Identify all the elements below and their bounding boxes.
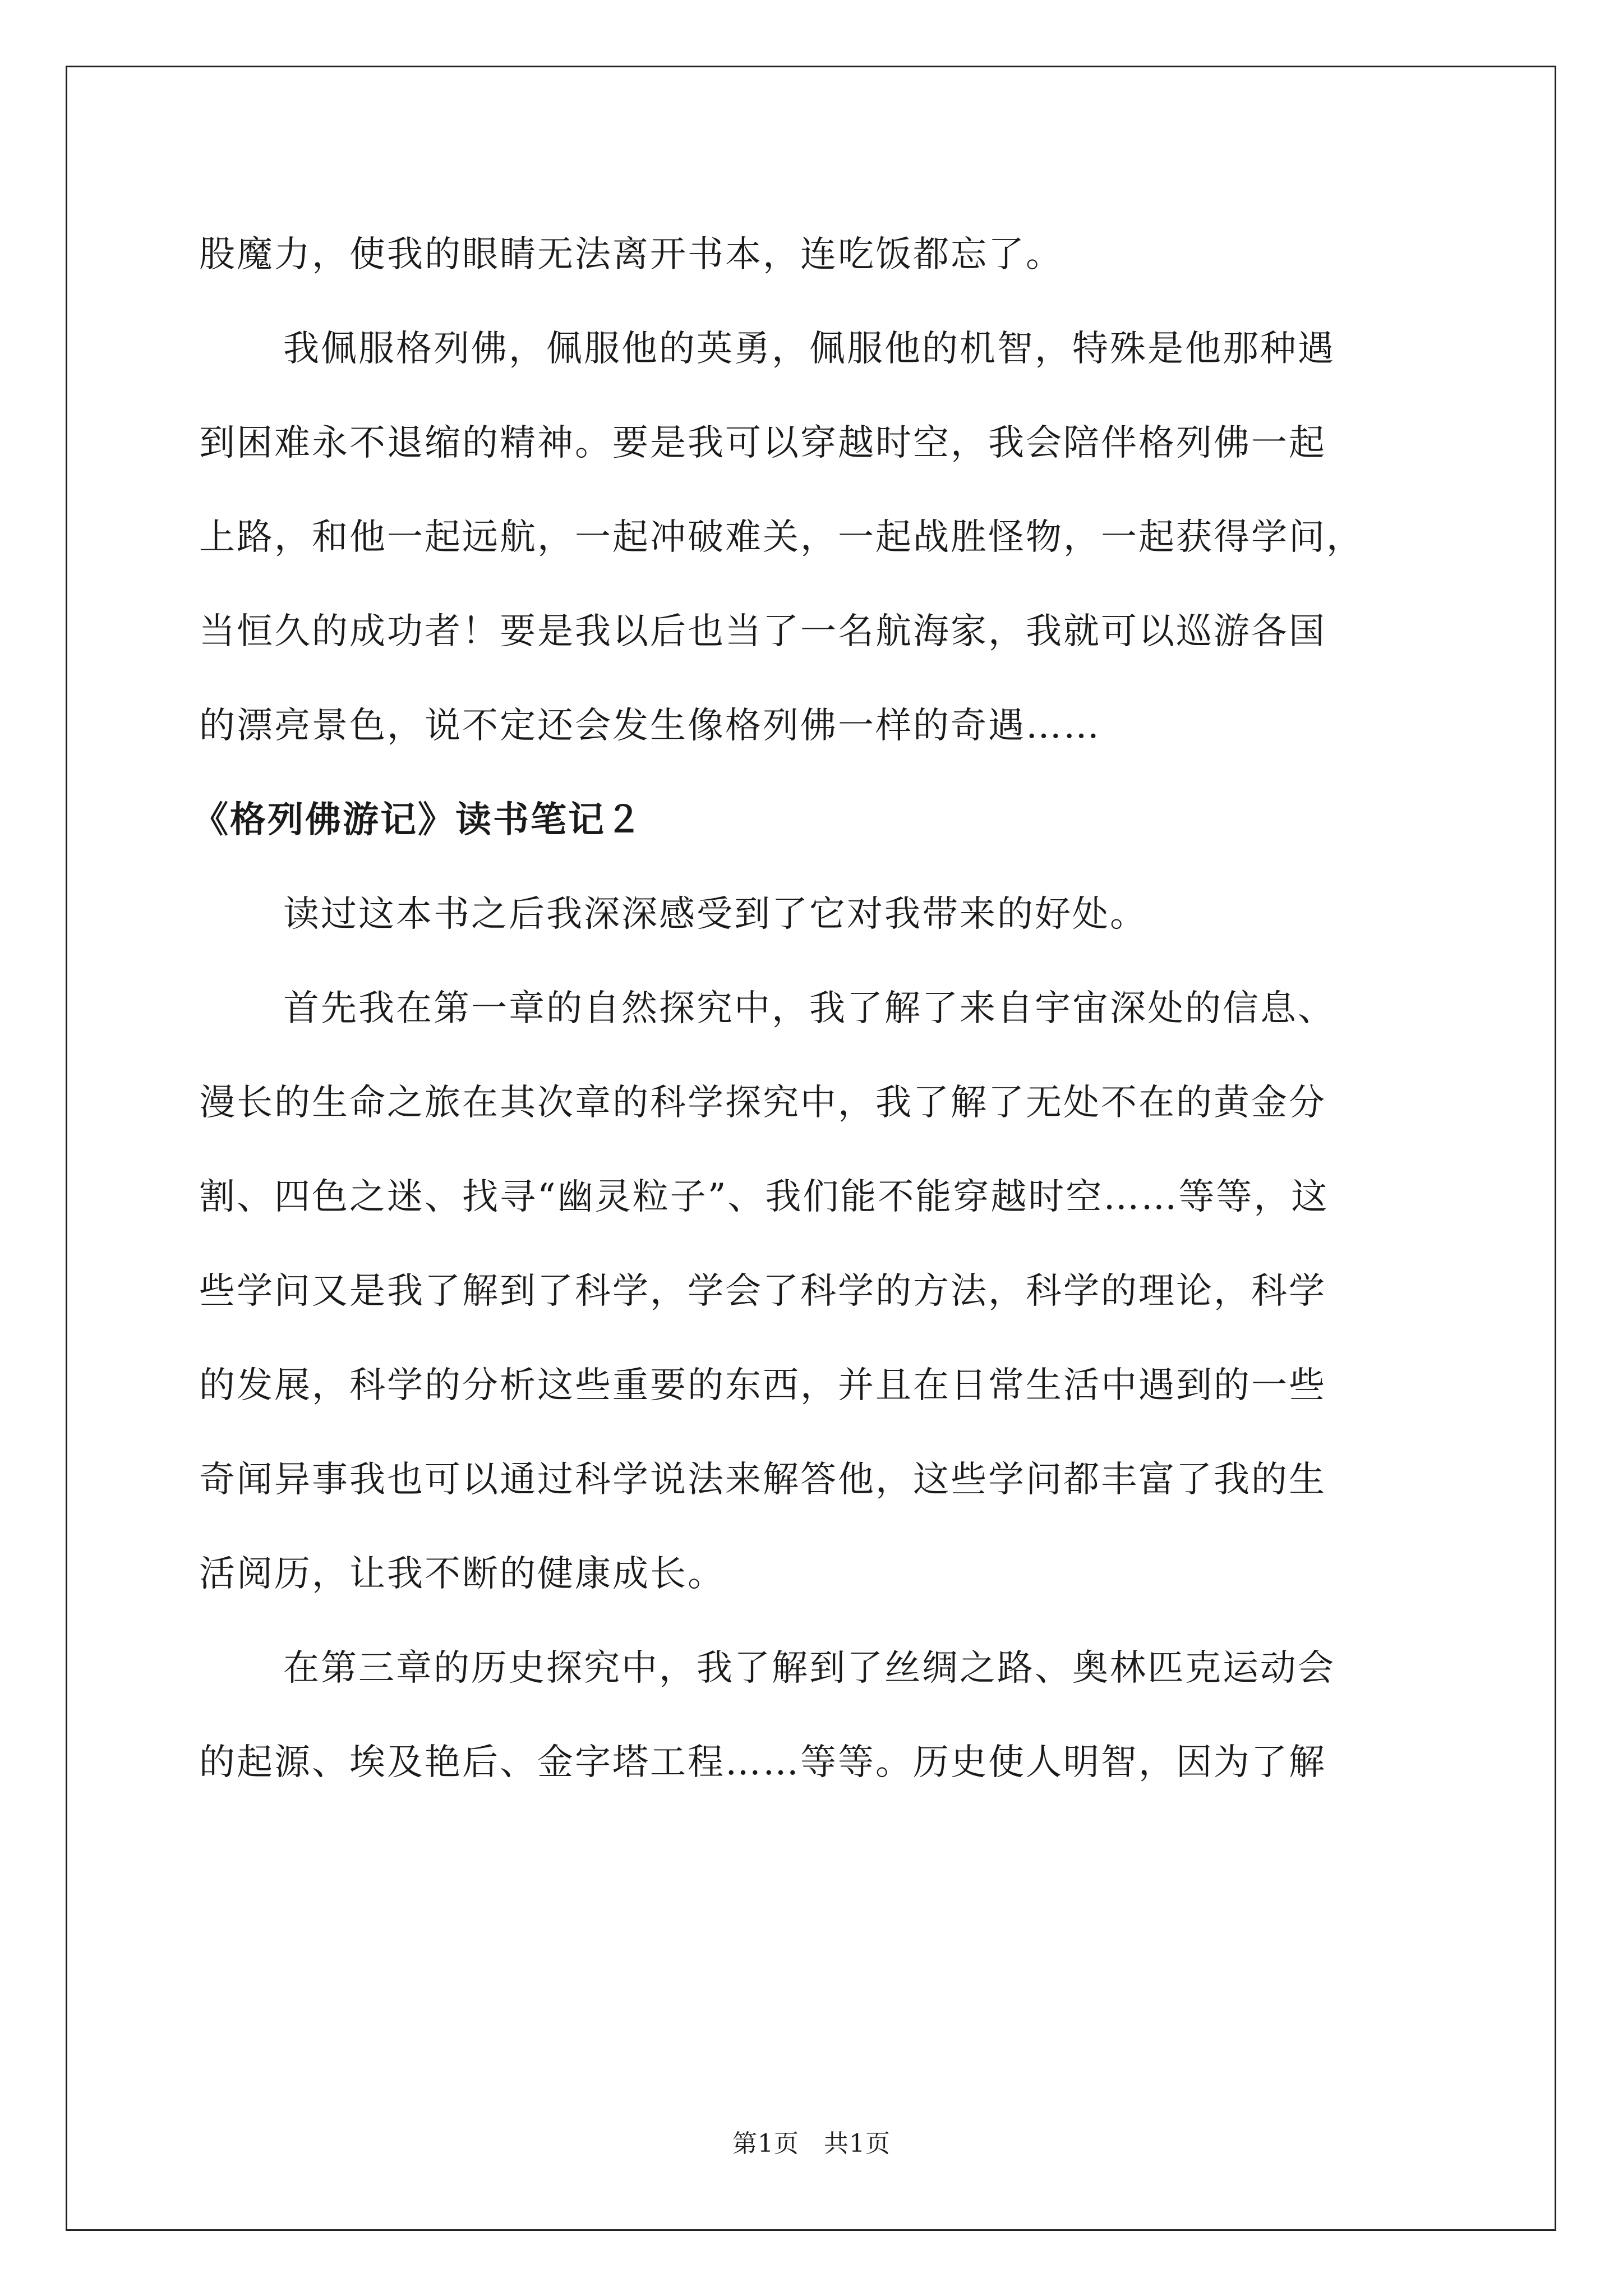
text-line: 读过这本书之后我深深感受到了它对我带来的好处。: [283, 894, 1147, 935]
text-line: 上路，和他一起远航，一起冲破难关，一起战胜怪物，一起获得学问，: [199, 517, 1364, 558]
text-line: 奇闻异事我也可以通过科学说法来解答他，这些学问都丰富了我的生: [199, 1459, 1326, 1501]
text-line: 到困难永不退缩的精神。要是我可以穿越时空，我会陪伴格列佛一起: [199, 422, 1326, 464]
text-line: 在第三章的历史探究中，我了解到了丝绸之路、奥林匹克运动会: [283, 1648, 1335, 1689]
text-line: 漫长的生命之旅在其次章的科学探究中，我了解了无处不在的黄金分: [199, 1082, 1326, 1124]
section-heading: 《格列佛游记》读书笔记２: [192, 799, 643, 841]
text-line: 当恒久的成功者！要是我以后也当了一名航海家，我就可以巡游各国: [199, 611, 1326, 652]
text-line: 首先我在第一章的自然探究中，我了解了来自宇宙深处的信息、: [283, 988, 1335, 1029]
text-line: 我佩服格列佛，佩服他的英勇，佩服他的机智，特殊是他那种遇: [283, 328, 1335, 370]
text-line: 割、四色之迷、找寻“幽灵粒子”、我们能不能穿越时空……等等，这: [199, 1176, 1329, 1218]
text-line: 的发展，科学的分析这些重要的东西，并且在日常生活中遇到的一些: [199, 1365, 1326, 1406]
document-body: [192, 208, 1433, 1810]
text-line: 的漂亮景色，说不定还会发生像格列佛一样的奇遇……: [199, 705, 1101, 747]
text-line: 股魔力，使我的眼睛无法离开书本，连吃饭都忘了。: [199, 234, 1063, 275]
text-line: 些学问又是我了解到了科学，学会了科学的方法，科学的理论，科学: [199, 1271, 1326, 1312]
page-number-total: 共1页: [824, 2129, 891, 2158]
page-footer: [0, 2123, 1623, 2159]
text-line: 活阅历，让我不断的健康成长。: [199, 1553, 725, 1595]
text-line: 的起源、埃及艳后、金字塔工程……等等。历史使人明智，因为了解: [199, 1742, 1326, 1783]
page-number-current: 第1页: [732, 2129, 799, 2158]
